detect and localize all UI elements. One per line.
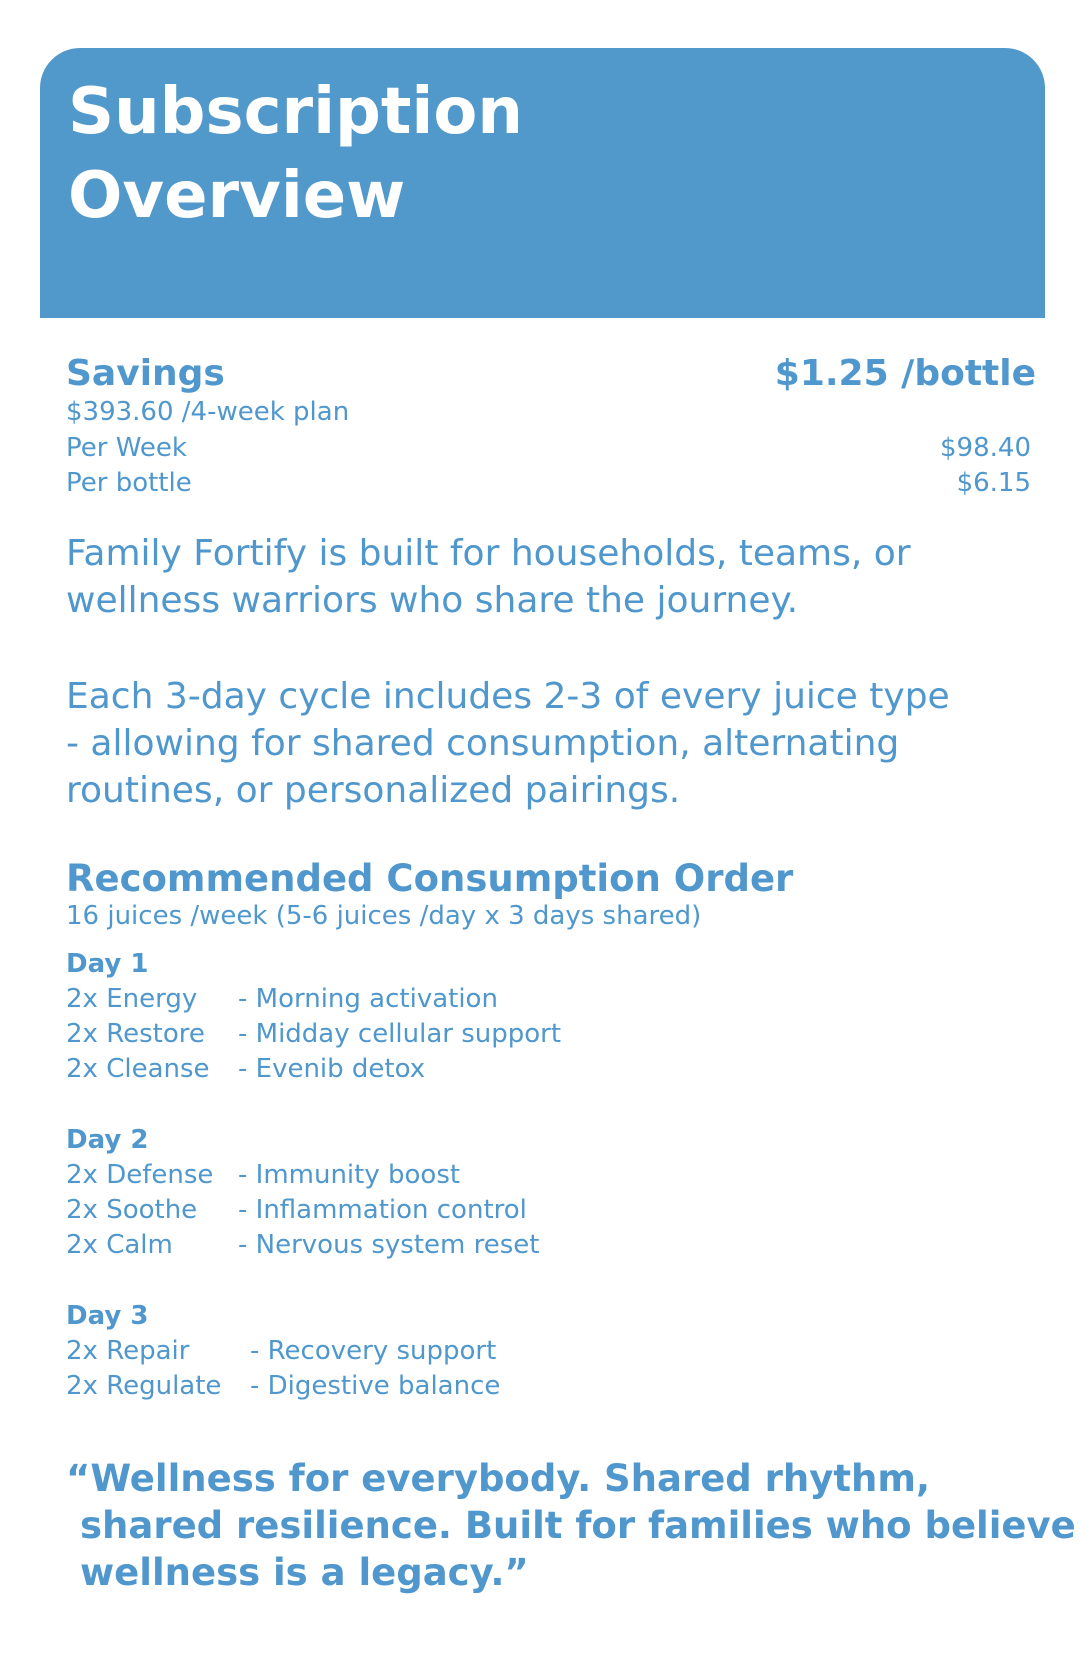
savings-label: Savings (66, 353, 225, 394)
day-item (66, 982, 766, 1017)
description-paragraph-1 (66, 530, 1046, 624)
juice-description: - Immunity boost (238, 1160, 461, 1190)
quote-line-2: shared resilience. Built for families who believe (80, 1504, 1076, 1547)
page-title-line1: Subscription (68, 75, 523, 149)
day-item (66, 1334, 766, 1369)
day-2-block (66, 1122, 766, 1263)
para2-line1: Each 3-day cycle includes 2-3 of every juice type (66, 676, 950, 717)
juice-name: 2x Restore (66, 1019, 205, 1049)
day-title: Day 3 (66, 1301, 149, 1331)
page-title (68, 70, 588, 238)
juice-name: 2x Energy (66, 984, 198, 1014)
para1-line1: Family Fortify is built for households, teams, or (66, 533, 911, 574)
para1-line2: wellness warriors who share the journey. (66, 580, 799, 621)
para2-line2: - allowing for shared consumption, alternating (66, 723, 900, 764)
juice-description: - Morning activation (238, 984, 498, 1014)
juice-description: - Digestive balance (250, 1371, 501, 1401)
juice-description: - Nervous system reset (238, 1230, 540, 1260)
juice-name: 2x Soothe (66, 1195, 198, 1225)
recommended-title: Recommended Consumption Order (66, 857, 794, 900)
day-item (66, 1017, 766, 1052)
per-week-value: $98.40 (940, 433, 1031, 463)
day-item (66, 1228, 766, 1263)
day-title: Day 1 (66, 949, 149, 979)
closing-quote (66, 1455, 1076, 1596)
juice-name: 2x Cleanse (66, 1054, 210, 1084)
juice-name: 2x Defense (66, 1160, 214, 1190)
day-item (66, 1052, 766, 1087)
juice-description: - Midday cellular support (238, 1019, 562, 1049)
day-item (66, 1193, 766, 1228)
juice-description: - Recovery support (250, 1336, 497, 1366)
page-title-line2: Overview (68, 159, 406, 233)
day-1-block (66, 946, 766, 1087)
day-title: Day 2 (66, 1125, 149, 1155)
description-paragraph-2 (66, 673, 1046, 814)
recommended-subtitle: 16 juices /week (5-6 juices /day x 3 days shared) (66, 901, 702, 931)
per-week-row (66, 430, 1031, 466)
per-bottle-value: $6.15 (956, 468, 1031, 498)
quote-line-1: “Wellness for everybody. Shared rhythm, (66, 1457, 931, 1500)
quote-line-3: wellness is a legacy.” (80, 1551, 529, 1594)
juice-name: 2x Repair (66, 1336, 190, 1366)
juice-description: - Evenib detox (238, 1054, 426, 1084)
juice-name: 2x Regulate (66, 1371, 222, 1401)
savings-rate: $1.25 /bottle (774, 353, 1036, 394)
juice-name: 2x Calm (66, 1230, 173, 1260)
per-bottle-row (66, 465, 1031, 501)
para2-line3: routines, or personalized pairings. (66, 770, 681, 811)
per-bottle-label: Per bottle (66, 468, 192, 498)
plan-price: $393.60 /4-week plan (66, 397, 350, 427)
day-item (66, 1369, 766, 1404)
juice-description: - Inflammation control (238, 1195, 527, 1225)
day-item (66, 1158, 766, 1193)
day-3-block (66, 1298, 766, 1404)
per-week-label: Per Week (66, 433, 187, 463)
